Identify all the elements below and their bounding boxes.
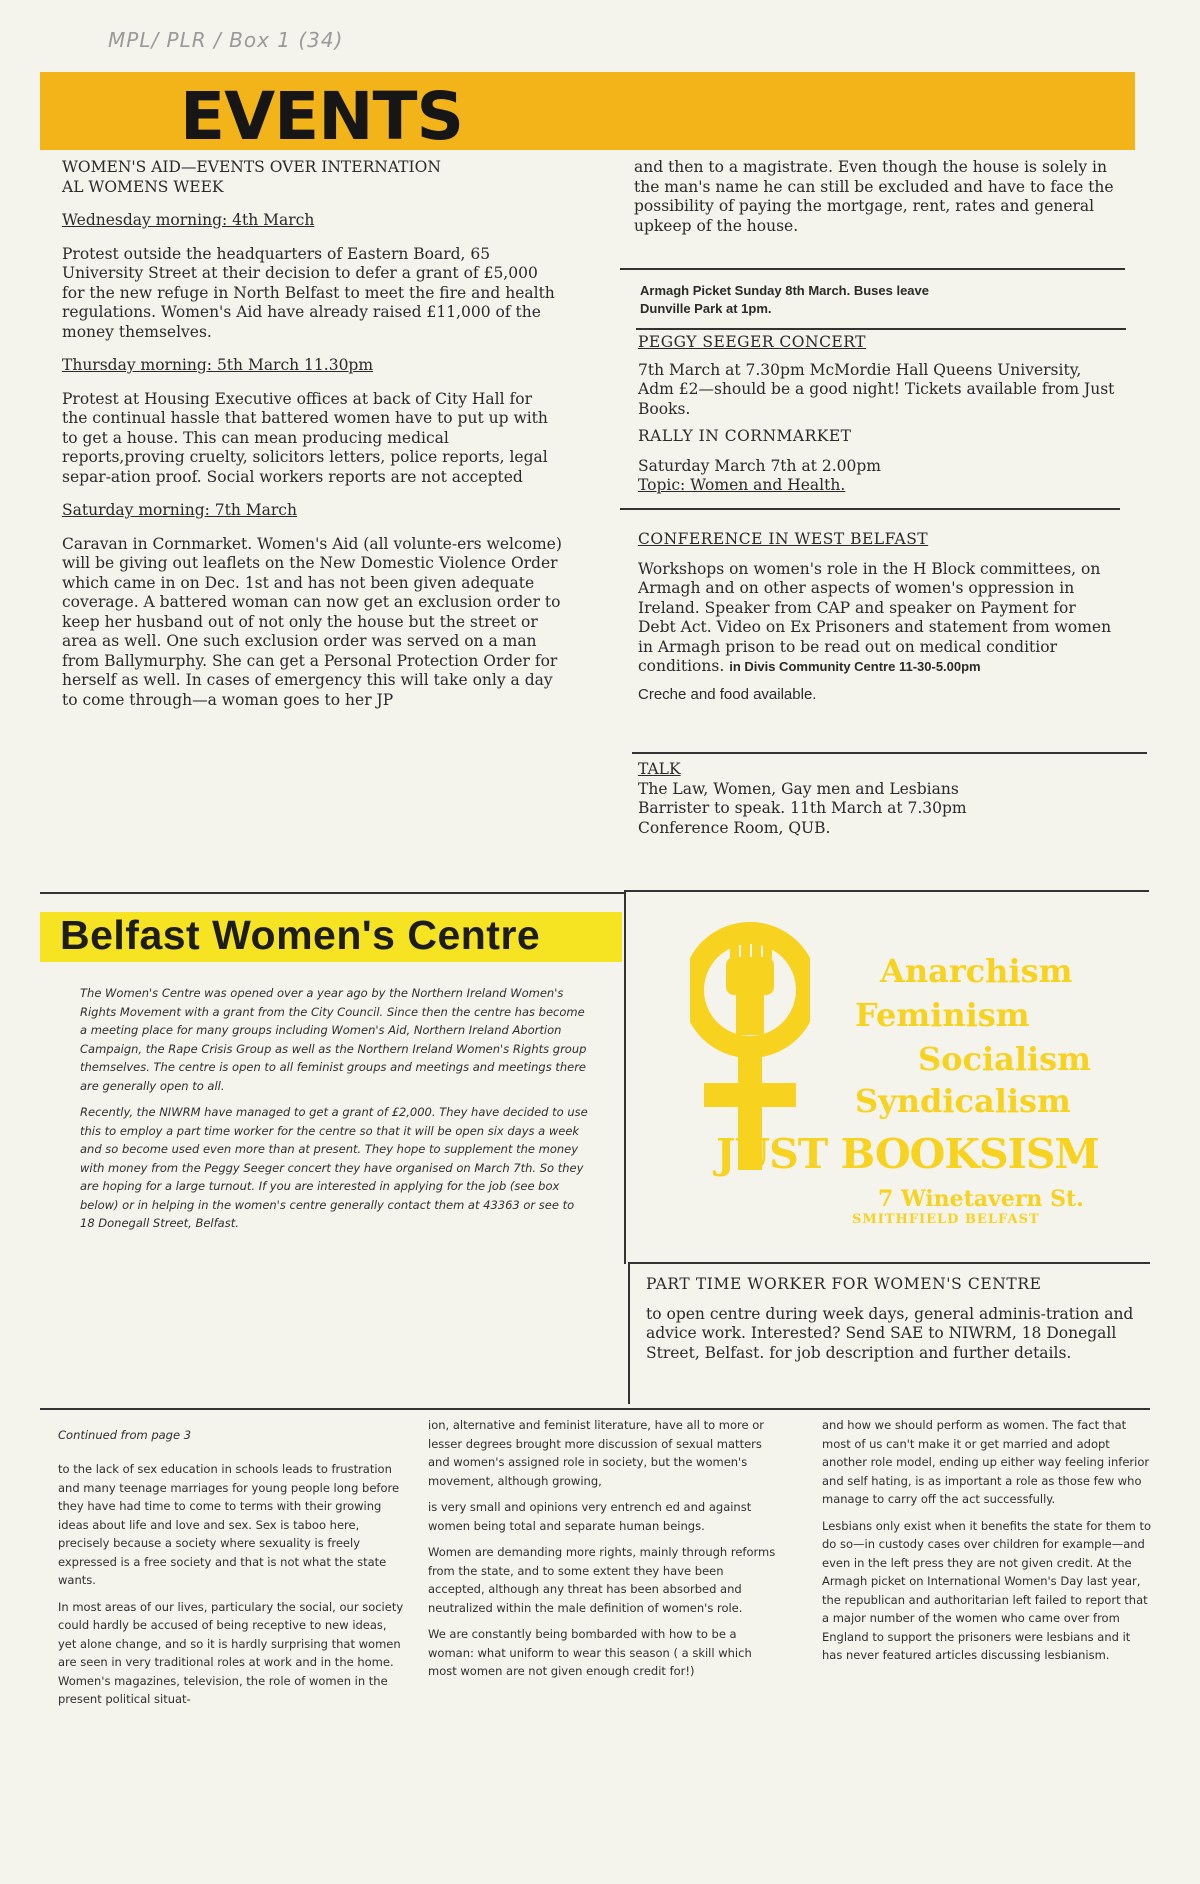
divider-rule bbox=[624, 890, 1149, 892]
womens-centre-para-1: The Women's Centre was opened over a year ago by the Northern Ireland Women's Rights Movement with a grant from the City Council. Since then the centre has become a meeting place for many groups including Women's Aid, Northern Ireland Abortion Campaign, the Rape Crisis Group as well as the Northern Ireland Women's Rights group themselves. The centre is open to all feminist groups and meetings and meetings there are generally open to all. bbox=[80, 986, 587, 1093]
continued-column-1 bbox=[58, 1460, 408, 1717]
conference-venue: in Divis Community Centre 11-30-5.00pm bbox=[729, 659, 981, 674]
events-right-column bbox=[634, 158, 1119, 242]
part-time-title: PART TIME WORKER FOR WOMEN'S CENTRE bbox=[646, 1275, 1042, 1293]
anarchism-word: Anarchism bbox=[880, 952, 1073, 990]
rally-title: RALLY IN CORNMARKET bbox=[638, 427, 852, 445]
col3-para-2: Lesbians only exist when it benefits the state for them to do so—in custody cases over children for example—and even in the left press they are not given credit. At the Armagh picket on International Women's Day last year, the republican and authoritarian left failed to report that a major number of the women who came over from England to support the prisoners were lesbians and it has never featured articles discussing lesbianism. bbox=[822, 1518, 1152, 1662]
saturday-text: Caravan in Cornmarket. Women's Aid (all volunte-ers welcome) will be giving out leaflets on the New Domestic Violence Order which came in on Dec. 1st and has not been given adequate coverage. A battered woman can now get an exclusion order to keep her husband out of not only the house but the street or area as well. One such exclusion order was served on a man from Ballymurphy. She can get a Personal Protection Order for herself as well. In cases of emergency this will take only a day to come through—a woman goes to her JP bbox=[62, 534, 562, 709]
archive-handwritten-note: MPL/ PLR / Box 1 (34) bbox=[108, 28, 344, 52]
talk-event bbox=[638, 760, 1118, 838]
peggy-text: 7th March at 7.30pm McMordie Hall Queens University, Adm £2—should be a good night! Tickets available from Just Books. bbox=[638, 360, 1115, 418]
womens-aid-events bbox=[62, 158, 562, 724]
wednesday-title: Wednesday morning: 4th March bbox=[62, 211, 315, 229]
continuation-text: and then to a magistrate. Even though the house is solely in the man's name he can still be excluded and have to face the possibility of paying the mortgage, rent, rates and general upkeep of the house. bbox=[634, 158, 1114, 235]
divider-rule bbox=[620, 268, 1125, 270]
events-title: EVENTS bbox=[180, 78, 464, 155]
part-time-text: to open centre during week days, general adminis-tration and advice work. Interested? Send SAE to NIWRM, 18 Donegall Street, Belfast. for job description and further details. bbox=[646, 1304, 1134, 1362]
heading-line-2: AL WOMENS WEEK bbox=[62, 177, 224, 196]
conference-title: CONFERENCE IN WEST BELFAST bbox=[638, 530, 929, 548]
thursday-title: Thursday morning: 5th March 11.30pm bbox=[62, 356, 374, 374]
part-time-worker-notice bbox=[646, 1275, 1136, 1363]
wednesday-text: Protest outside the headquarters of Eastern Board, 65 University Street at their decision to defer a grant of £5,000 for the new refuge in North Belfast to meet the fire and health regulations. Women's Aid have already raised £11,000 of the money themselves. bbox=[62, 244, 555, 341]
peggy-seeger-concert bbox=[638, 333, 1118, 496]
talk-line-1: The Law, Women, Gay men and Lesbians bbox=[638, 779, 959, 798]
conference-text: Workshops on women's role in the H Block committees, on Armagh and on other aspects of women's oppression in Ireland. Speaker from CAP and speaker on Payment for Debt Act. Video on Ex Prisoners and statement from women in Armagh prison to be read out on medical conditior conditions. bbox=[638, 559, 1112, 675]
conference-text-block bbox=[638, 560, 1118, 677]
col2-para-2: is very small and opinions very entrench ed and against women being total and separate human beings. bbox=[428, 1500, 752, 1533]
picket-line-1: Armagh Picket Sunday 8th March. Buses leave bbox=[640, 283, 929, 298]
col3-para-1: and how we should perform as women. The fact that most of us can't make it or get married and adopt another role model, ending up either way feeling inferior and self hating, is as important a role as those few who manage to carry off the act successfully. bbox=[822, 1418, 1150, 1506]
picket-line-2: Dunville Park at 1pm. bbox=[640, 301, 772, 316]
talk-line-3: Conference Room, QUB. bbox=[638, 818, 831, 837]
syndicalism-word: Syndicalism bbox=[855, 1082, 1071, 1120]
divider-rule-vertical bbox=[624, 892, 626, 1264]
talk-title: TALK bbox=[638, 760, 681, 778]
col2-para-3: Women are demanding more rights, mainly through reforms from the state, and to some extent they have been accepted, although any threat has been absorbed and neutralized within the male definition of women's role. bbox=[428, 1545, 776, 1615]
just-books-locality: SMITHFIELD BELFAST bbox=[852, 1212, 1040, 1227]
divider-rule bbox=[40, 1408, 1150, 1410]
continued-column-3 bbox=[822, 1416, 1152, 1673]
col1-para-2: In most areas of our lives, particulary the social, our society could hardly be accused of being receptive to new ideas, yet alone change, and so it is hardly surprising that women are seen in very traditional roles at work and in the home. Women's magazines, television, the role of women in the present political situat- bbox=[58, 1599, 404, 1706]
divider-rule bbox=[636, 328, 1126, 330]
rally-line-1: Saturday March 7th at 2.00pm bbox=[638, 456, 881, 475]
west-belfast-conference bbox=[638, 530, 1118, 704]
divider-rule bbox=[620, 508, 1120, 510]
col2-para-1: ion, alternative and feminist literature, have all to more or lesser degrees brought more discussion of sexual matters and women's assigned role in society, but the women's movement, although growing, bbox=[428, 1418, 764, 1488]
saturday-title: Saturday morning: 7th March bbox=[62, 501, 297, 519]
armagh-picket-notice bbox=[640, 282, 1110, 318]
col2-para-4: We are constantly being bombarded with how to be a woman: what uniform to wear this season ( a skill which most women are not given enough credit for!) bbox=[428, 1627, 752, 1678]
creche-note: Creche and food available. bbox=[638, 685, 817, 703]
womens-centre-title: Belfast Women's Centre bbox=[60, 912, 541, 958]
womens-centre-para-2: Recently, the NIWRM have managed to get a grant of £2,000. They have decided to use this to employ a part time worker for the centre so that it will be open six days a week and so become used even more than at present. They hope to supplement the money with money from the Peggy Seeger concert they have organised on March 7th. So they are hoping for a large turnout. If you are interested in applying for the job (see box below) or in helping in the women's centre generally contact them at 43363 or see to 18 Donegall Street, Belfast. bbox=[80, 1105, 588, 1230]
heading-line-1: WOMEN'S AID—EVENTS OVER INTERNATION bbox=[62, 158, 441, 176]
womens-centre-article bbox=[80, 984, 590, 1241]
socialism-word: Socialism bbox=[918, 1040, 1092, 1078]
feminism-word: Feminism bbox=[855, 996, 1030, 1034]
divider-rule bbox=[632, 752, 1147, 754]
womens-aid-heading bbox=[62, 158, 562, 197]
just-booksism-word: JUST BOOKSISM bbox=[716, 1130, 1099, 1178]
continued-label: Continued from page 3 bbox=[58, 1428, 192, 1442]
col1-para-1: to the lack of sex education in schools leads to frustration and many teenage marriages for young people long before they have had time to come to terms with their growing ideas about life and love and sex. Sex is taboo here, precisely because a society where sexuality is freely expressed is a free society and that is not what the state wants. bbox=[58, 1462, 400, 1587]
talk-line-2: Barrister to speak. 11th March at 7.30pm bbox=[638, 799, 967, 817]
peggy-title: PEGGY SEEGER CONCERT bbox=[638, 333, 866, 351]
divider-rule bbox=[40, 892, 625, 894]
just-books-address: 7 Winetavern St. bbox=[878, 1186, 1084, 1212]
continued-column-2 bbox=[428, 1416, 778, 1689]
rally-line-2: Topic: Women and Health. bbox=[638, 476, 846, 494]
thursday-text: Protest at Housing Executive offices at back of City Hall for the continual hassle that battered women have to put up with to get a house. This can mean producing medical reports,proving cruelty, solicitors letters, police reports, legal separ-ation proof. Social workers reports are not accepted bbox=[62, 389, 548, 486]
